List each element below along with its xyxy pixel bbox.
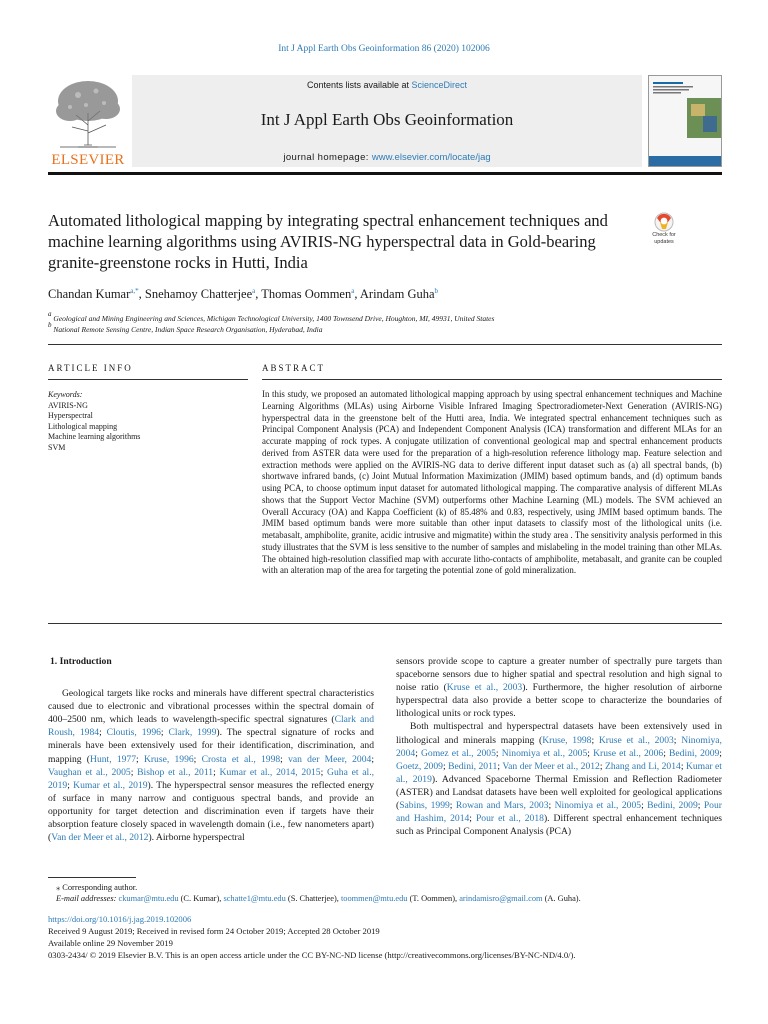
email-link[interactable]: ckumar@mtu.edu — [118, 894, 179, 904]
journal-cover-thumbnail[interactable] — [648, 75, 722, 167]
email-owner: (C. Kumar), — [178, 894, 224, 904]
keyword-item: SVM — [48, 442, 66, 452]
citation-link[interactable]: Guha et al., 2019 — [48, 766, 374, 791]
body-text: ; — [719, 747, 722, 759]
citation-link[interactable]: van der Meer, 2004 — [288, 753, 372, 765]
body-column-right — [396, 655, 722, 838]
body-text: ; — [497, 760, 503, 772]
citation-link[interactable]: Vaughan et al., 2005 — [48, 766, 131, 778]
footnote-rule — [48, 877, 136, 878]
body-text: Geological targets like rocks and minerals have different spectral characteristics caused due to electronic and vibrational processes within the spectral domain of 400–2500 nm, which leads to wavelength-specific spectral signatures ( — [48, 688, 374, 726]
homepage-link[interactable]: www.elsevier.com/locate/jag — [371, 152, 491, 163]
affiliation-a-text: Geological and Mining Engineering and Sciences, Michigan Technological University, 1400 Townsend Drive, Houghton, MI, 49931, United States — [53, 314, 495, 323]
body-text: ; — [587, 747, 594, 759]
header-rule — [48, 344, 722, 345]
body-text: ; — [591, 734, 599, 746]
check-label-line2: updates — [654, 238, 674, 245]
keyword-list — [48, 401, 248, 454]
citation-link[interactable]: Sabins, 1999 — [399, 800, 450, 812]
body-text: ; — [599, 760, 605, 772]
body-text: ; — [136, 753, 144, 765]
body-text: Both multispectral and hyperspectral datasets have been extensively used in lithological and minerals mapping ( — [396, 721, 722, 746]
doi-link[interactable]: https://doi.org/10.1016/j.jag.2019.102006 — [48, 914, 192, 924]
author-list — [48, 287, 722, 302]
corresponding-text: Corresponding author. — [62, 883, 138, 892]
citation-link[interactable]: Rowan and Mars, 2003 — [455, 800, 549, 812]
author-separator: , — [354, 287, 360, 301]
abstract-text: In this study, we proposed an automated lithological mapping approach by using spectral enhancement techniques and Machine Learning Algorithms (MLAs) using Airborne Visible Infrared Imaging Spectroradiometer-Next Generation (AVIRIS-NG) hyperspectral data in the greenstone belt of the Hutti area, India. We integrated spectral enhancement techniques such as Principal Component Analysis (PCA) and Independent Component Analysis (ICA) transformation and different MLAs for an accurate mapping of rock types. A conjugate utilization of conventional geological map and spectral enhancement products derived from ASTER data were used for the preparation of a high-resolution reference lithology map. Feature selection and extraction methods were applied on the AVIRIS-NG data to derive different input dataset such as (a) all spectral bands, (b) shortwave infrared bands, (c) Joint Mutual Information Maximization (JMIM) based optimum bands, and (d) optimum bands using PCA, to choose optimum input dataset for automated lithological mapping. The comparative analysis of different MLAs shows that the Support Vector Machine (SVM) outperforms other Machine Learning (ML) models. The SVM achieved an Overall Accuracy (OA) and Kappa Coefficient (k) of 85.48% and 0.83, respectively, using JMIM based optimum bands. The JMIM based optimum bands were more suitable than other input datasets to classify most of the lithological units (i.e. metabasalt, amphibolite, granite, acidic intrusive and migmatite) within the study area . The sensitivity analysis performed in this study illustrates that the SVM is less sensitive to the number of samples and mislabeling in the model training than other MLAs. The obtained high-resolution classified map with accurate litho-contacts of amphibolite, metabasalt, and granite can be coupled with an alteration map of the area for targeting the potential zone of gold mineralization. — [262, 389, 722, 576]
abstract-rule — [262, 379, 722, 380]
citation-link[interactable]: Zhang and Li, 2014 — [604, 760, 681, 772]
check-label-line1: Check for — [652, 232, 676, 238]
author-separator: , — [255, 287, 262, 301]
email-owner: (S. Chatterjee), — [285, 894, 341, 904]
citation-link[interactable]: Kumar et al., 2019 — [73, 779, 148, 791]
author-affiliation-mark[interactable]: a — [351, 287, 355, 295]
body-text: ; — [495, 747, 502, 759]
author-name: Arindam Guha — [359, 287, 435, 301]
citation-link[interactable]: Kruse et al., 2003 — [598, 734, 674, 746]
author-name: Chandan Kumar — [48, 287, 131, 301]
body-column-left — [48, 655, 374, 844]
citation-link[interactable]: Cloutis, 1996 — [106, 727, 161, 739]
corresponding-author-note — [48, 882, 722, 893]
intro-paragraph-1 — [48, 687, 374, 844]
author-name: Thomas Oommen — [261, 287, 352, 301]
abstract-heading: ABSTRACT — [262, 363, 326, 373]
author-affiliation-mark[interactable]: b — [434, 287, 439, 295]
license-statement: 0303-2434/ © 2019 Elsevier B.V. This is an open access article under the CC BY-NC-ND license (http://creativecommons.org/licenses/BY-NC-ND/4.0/). — [48, 949, 576, 960]
journal-band — [132, 75, 642, 167]
citation-link[interactable]: Kumar et al., 2019 — [396, 760, 722, 785]
article-title: Automated lithological mapping by integrating spectral enhancement techniques and machine learning algorithms using AVIRIS-NG hyperspectral data in Gold-bearing granite-greenstone rocks in Hutti, India — [48, 211, 608, 272]
body-text: ; — [680, 760, 686, 772]
body-text: ; — [67, 779, 74, 791]
citation-link[interactable]: Bedini, 2009 — [669, 747, 720, 759]
body-text: ; — [130, 766, 138, 778]
citation-link[interactable]: Clark and Roush, 1984 — [48, 714, 374, 739]
body-text: ; — [320, 766, 328, 778]
keyword-item: Machine learning algorithms — [48, 432, 141, 442]
citation-link[interactable]: Gomez et al., 2005 — [420, 747, 496, 759]
citation-link[interactable]: Ninomiya et al., 2005 — [554, 800, 642, 812]
keywords-label: Keywords: — [48, 390, 83, 399]
running-head[interactable]: Int J Appl Earth Obs Geoinformation 86 (2020) 102006 — [278, 44, 490, 54]
body-text: ). Airborne hyperspectral — [148, 832, 245, 844]
affiliation-b-mark: b — [48, 321, 52, 329]
intro-paragraph-2 — [396, 720, 722, 838]
body-text: sensors provide scope to capture a greater number of spectrally pure targets than spaceborne sensors due to higher spatial and spectral resolution and high signal to noise ratio ( — [396, 656, 722, 694]
sciencedirect-link[interactable]: ScienceDirect — [411, 80, 468, 90]
body-text: ; — [415, 747, 421, 759]
citation-link[interactable]: Pour and Hashim, 2014 — [396, 800, 722, 825]
citation-link[interactable]: Crosta et al., 1998 — [201, 753, 281, 765]
masthead-rule — [48, 172, 722, 175]
email-owner: (A. Guha). — [542, 894, 581, 904]
body-text: ; — [697, 800, 704, 812]
elsevier-tree-icon — [48, 75, 128, 151]
intro-paragraph-1-continued — [396, 655, 722, 720]
citation-link[interactable]: Kumar et al., 2014, 2015 — [219, 766, 321, 778]
article-metadata — [48, 914, 722, 962]
citation-link[interactable]: Bishop et al., 2011 — [137, 766, 214, 778]
citation-link[interactable]: Ninomiya, 2004 — [396, 734, 722, 759]
homepage-label: journal homepage: — [283, 152, 372, 163]
body-text: ; — [673, 734, 682, 746]
publisher-wordmark: ELSEVIER — [51, 152, 125, 168]
contents-prefix: Contents lists available at — [306, 80, 412, 90]
keyword-item: Lithological mapping — [48, 421, 118, 431]
email-addresses — [48, 893, 722, 904]
body-text: ). The hyperspectral sensor measures the reflected energy of surface in many narrow and contiguous spectral bands, and provide an opportunity for target detection and discrimination even if targets have their absorption feature closely spaced in wavelength domain (i.e., few nanometers apart) ( — [48, 779, 374, 844]
body-text: ; — [213, 766, 220, 778]
homepage-line — [132, 152, 642, 163]
footnotes — [48, 882, 722, 905]
body-text: ). Advanced Spaceborne Thermal Emission and Reflection Radiometer (ASTER) and Landsat datasets have been well exploited for geological applications ( — [396, 773, 722, 812]
body-text: ; — [641, 800, 648, 812]
abstract-end-rule — [48, 623, 722, 624]
citation-link[interactable]: Kruse et al., 2006 — [593, 747, 664, 759]
body-text: ; — [469, 813, 476, 825]
body-text: ; — [371, 753, 374, 765]
journal-name: Int J Appl Earth Obs Geoinformation — [260, 110, 514, 129]
keyword-item: Hyperspectral — [48, 411, 93, 421]
crossmark-icon — [644, 212, 684, 232]
article-info-rule — [48, 379, 248, 380]
email-link[interactable]: schatte1@mtu.edu — [223, 894, 286, 904]
citation-link[interactable]: Goetz, 2009 — [396, 760, 443, 772]
email-link[interactable]: toommen@mtu.edu — [340, 894, 408, 904]
body-text: ; — [663, 747, 669, 759]
affiliation-b — [48, 321, 722, 334]
body-text: ; — [99, 727, 107, 739]
citation-link[interactable]: Kruse et al., 2003 — [446, 682, 523, 694]
keyword-item: AVIRIS-NG — [48, 400, 88, 410]
keywords-block — [48, 390, 248, 454]
corresponding-mark: ⁎ — [56, 883, 61, 892]
citation-link[interactable]: Pour et al., 2018 — [475, 813, 544, 825]
citation-link[interactable]: Kruse, 1998 — [542, 734, 592, 746]
citation-link[interactable]: Hunt, 1977 — [90, 753, 137, 765]
body-text: ; — [193, 753, 202, 765]
email-label: E-mail addresses: — [56, 894, 117, 904]
citation-link[interactable]: Bedini, 2009 — [647, 800, 698, 812]
author-name: Snehamoy Chatterjee — [144, 287, 253, 301]
body-text: ). The spectral signature of rocks and minerals have been extensively used for their identification, discrimination, and mapping ( — [48, 727, 374, 765]
contents-line — [132, 80, 642, 90]
available-online: Available online 29 November 2019 — [48, 937, 173, 948]
citation-link[interactable]: Van der Meer et al., 2012 — [502, 760, 600, 772]
cover-image-icon — [649, 76, 722, 167]
citation-link[interactable]: Ninomiya et al., 2005 — [501, 747, 588, 759]
body-text: ; — [449, 800, 456, 812]
citation-link[interactable]: Clark, 1999 — [168, 727, 217, 739]
journal-masthead — [48, 75, 722, 167]
citation-link[interactable]: Van der Meer et al., 2012 — [51, 832, 149, 844]
body-text: ). Furthermore, the higher resolution of airborne hyperspectral data also provide a better scope to characterize the boundaries of lithological units or rock types. — [396, 682, 722, 720]
email-link[interactable]: arindamisro@gmail.com — [459, 894, 543, 904]
author-affiliation-mark[interactable]: a — [252, 287, 256, 295]
article-info-heading: ARTICLE INFO — [48, 363, 133, 373]
check-for-updates-label — [644, 232, 684, 245]
history-dates: Received 9 August 2019; Received in revised form 24 October 2019; Accepted 28 October 2019 — [48, 925, 380, 936]
body-text: ; — [160, 727, 169, 739]
elsevier-logo[interactable] — [48, 75, 128, 167]
body-text: ; — [548, 800, 555, 812]
body-text: ; — [442, 760, 449, 772]
section-heading-introduction: 1. Introduction — [50, 656, 112, 667]
body-text: ). Different spectral enhancement techniques such as Principal Component Analysis (PCA) — [396, 813, 722, 838]
affiliation-b-text: National Remote Sensing Centre, Indian Space Research Organisation, Hyderabad, India — [53, 325, 323, 334]
author-separator: , — [138, 287, 145, 301]
citation-link[interactable]: Bedini, 2011 — [448, 760, 498, 772]
author-affiliation-mark[interactable]: a,* — [130, 287, 139, 295]
email-owner: (T. Oommen), — [407, 894, 460, 904]
check-for-updates-badge[interactable] — [644, 212, 684, 260]
body-text: ; — [280, 753, 289, 765]
affiliation-a-mark: a — [48, 310, 52, 318]
citation-link[interactable]: Kruse, 1996 — [143, 753, 194, 765]
